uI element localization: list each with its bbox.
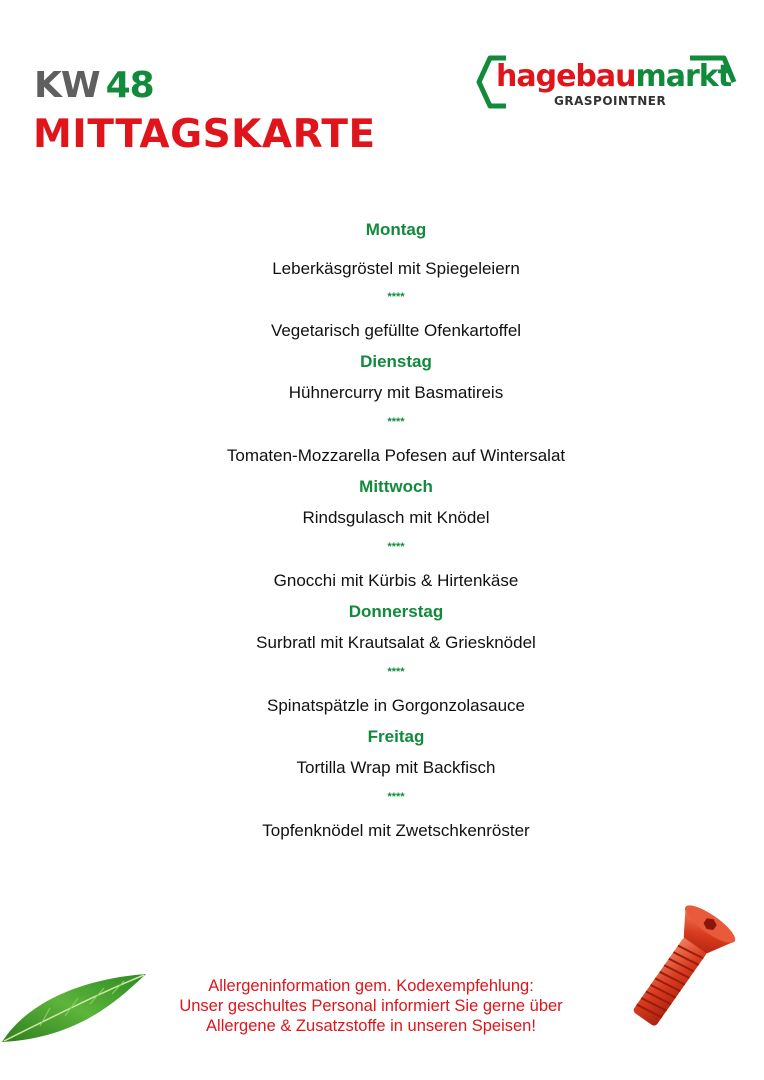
allergen-line-2: Unser geschultes Personal informiert Sie gerne über	[179, 997, 563, 1015]
page-title: MITTAGSKARTE	[33, 112, 376, 157]
dish: Hühnercurry mit Basmatireis	[288, 383, 504, 402]
logo-brand	[496, 60, 731, 94]
dish: Tomaten-Mozzarella Pofesen auf Wintersalat	[226, 446, 566, 465]
kw-number: 48	[105, 65, 154, 106]
screw-icon	[608, 900, 748, 1040]
week-number	[34, 66, 154, 106]
leaf-icon	[0, 968, 150, 1048]
dish-separator: ****	[387, 791, 405, 803]
dish: Topfenknödel mit Zwetschkenröster	[262, 821, 530, 840]
dish-separator: ****	[387, 291, 405, 303]
kw-label: KW	[34, 65, 100, 106]
day-heading: Donnerstag	[348, 602, 444, 621]
allergen-line-3: Allergene & Zusatzstoffe in unseren Speisen!	[206, 1017, 536, 1035]
allergen-line-1: Allergeninformation gem. Kodexempfehlung:	[208, 977, 534, 995]
dish-separator: ****	[387, 666, 405, 678]
allergen-info	[150, 976, 592, 1036]
logo-brand-hagebau: hagebau	[496, 59, 636, 94]
hagebaumarkt-logo	[476, 52, 738, 114]
day-heading: Freitag	[367, 727, 425, 746]
dish-separator: ****	[387, 541, 405, 553]
dish: Vegetarisch gefüllte Ofenkartoffel	[270, 321, 522, 340]
dish: Rindsgulasch mit Knödel	[302, 508, 490, 527]
menu-day-block-0	[0, 218, 764, 244]
dish: Spinatspätzle in Gorgonzolasauce	[267, 696, 525, 715]
logo-brand-markt: markt	[635, 59, 732, 94]
day-heading: Mittwoch	[359, 477, 433, 496]
lunch-menu	[0, 218, 764, 842]
dish: Leberkäsgröstel mit Spiegeleiern	[272, 259, 520, 278]
dish-separator: ****	[387, 416, 405, 428]
dish: Tortilla Wrap mit Backfisch	[296, 758, 496, 777]
day-heading: Montag	[365, 220, 427, 239]
logo-subtitle: GRASPOINTNER	[554, 94, 667, 108]
dish: Gnocchi mit Kürbis & Hirtenkäse	[273, 571, 519, 590]
day-heading: Dienstag	[360, 352, 432, 371]
dish: Surbratl mit Krautsalat & Griesknödel	[256, 633, 536, 652]
